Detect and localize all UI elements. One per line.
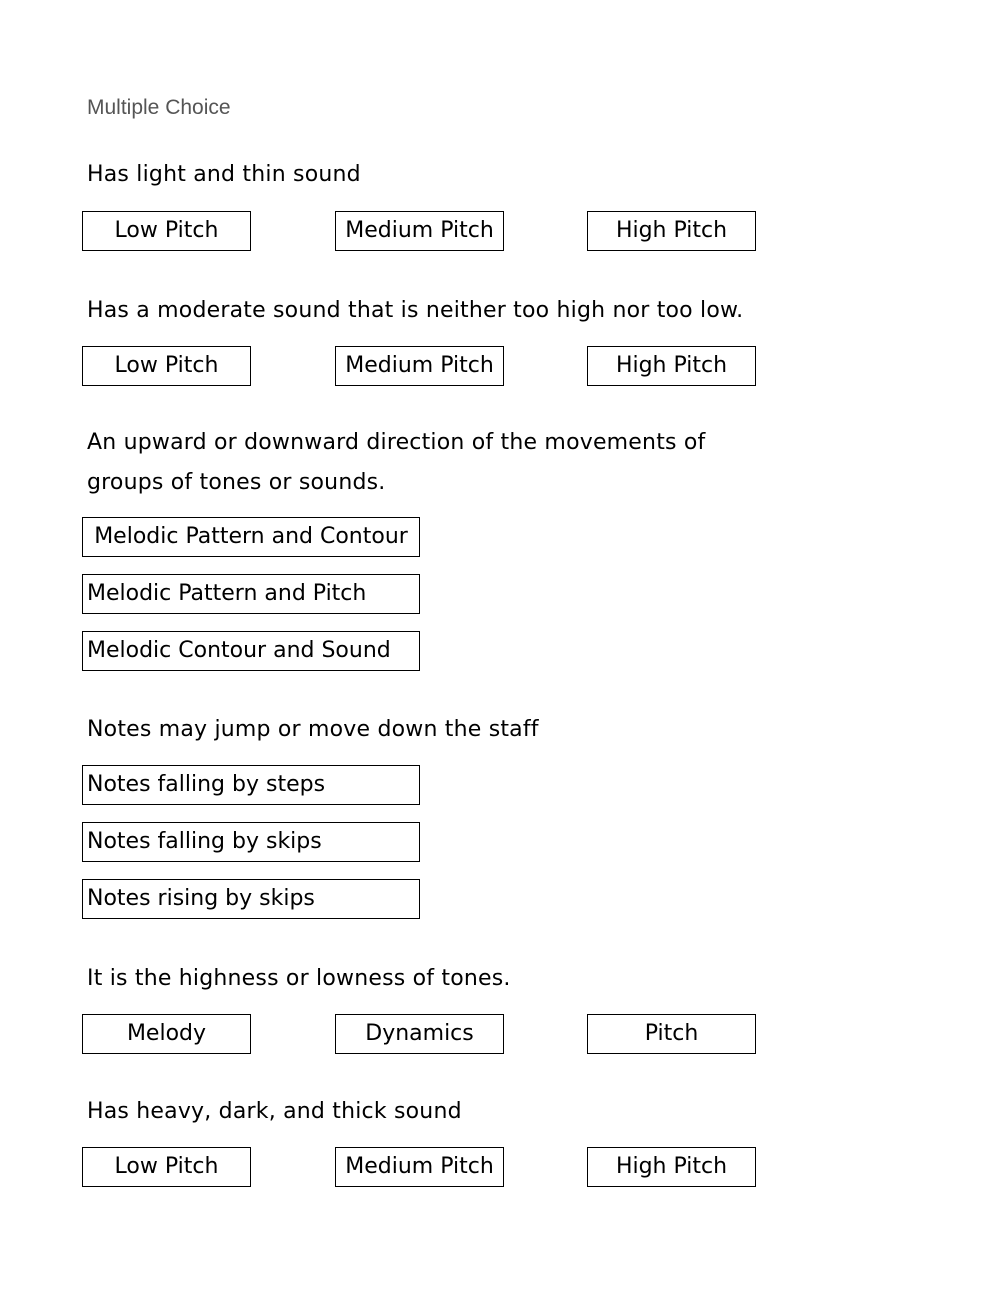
q6-option-medium-pitch[interactable]: Medium Pitch (335, 1147, 504, 1187)
q1-option-medium-pitch[interactable]: Medium Pitch (335, 211, 504, 251)
q3-option-contour-sound[interactable]: Melodic Contour and Sound (82, 631, 420, 671)
q5-option-melody[interactable]: Melody (82, 1014, 251, 1054)
q2-option-low-pitch[interactable]: Low Pitch (82, 346, 251, 386)
q6-option-high-pitch[interactable]: High Pitch (587, 1147, 756, 1187)
q5-option-pitch[interactable]: Pitch (587, 1014, 756, 1054)
question-2-prompt: Has a moderate sound that is neither too high nor too low. (87, 298, 744, 323)
q2-option-high-pitch[interactable]: High Pitch (587, 346, 756, 386)
question-6-prompt: Has heavy, dark, and thick sound (87, 1099, 462, 1124)
question-3-prompt: An upward or downward direction of the movements of groups of tones or sounds. (87, 430, 706, 495)
worksheet-heading: Multiple Choice (87, 96, 231, 119)
q4-option-falling-steps[interactable]: Notes falling by steps (82, 765, 420, 805)
q1-option-low-pitch[interactable]: Low Pitch (82, 211, 251, 251)
question-5-prompt: It is the highness or lowness of tones. (87, 966, 511, 991)
q6-option-low-pitch[interactable]: Low Pitch (82, 1147, 251, 1187)
q1-option-high-pitch[interactable]: High Pitch (587, 211, 756, 251)
question-4-prompt: Notes may jump or move down the staff (87, 717, 539, 742)
q4-option-rising-skips[interactable]: Notes rising by skips (82, 879, 420, 919)
question-1-prompt: Has light and thin sound (87, 162, 361, 187)
q2-option-medium-pitch[interactable]: Medium Pitch (335, 346, 504, 386)
q5-option-dynamics[interactable]: Dynamics (335, 1014, 504, 1054)
q3-option-pattern-pitch[interactable]: Melodic Pattern and Pitch (82, 574, 420, 614)
q4-option-falling-skips[interactable]: Notes falling by skips (82, 822, 420, 862)
q3-option-pattern-contour[interactable]: Melodic Pattern and Contour (82, 517, 420, 557)
